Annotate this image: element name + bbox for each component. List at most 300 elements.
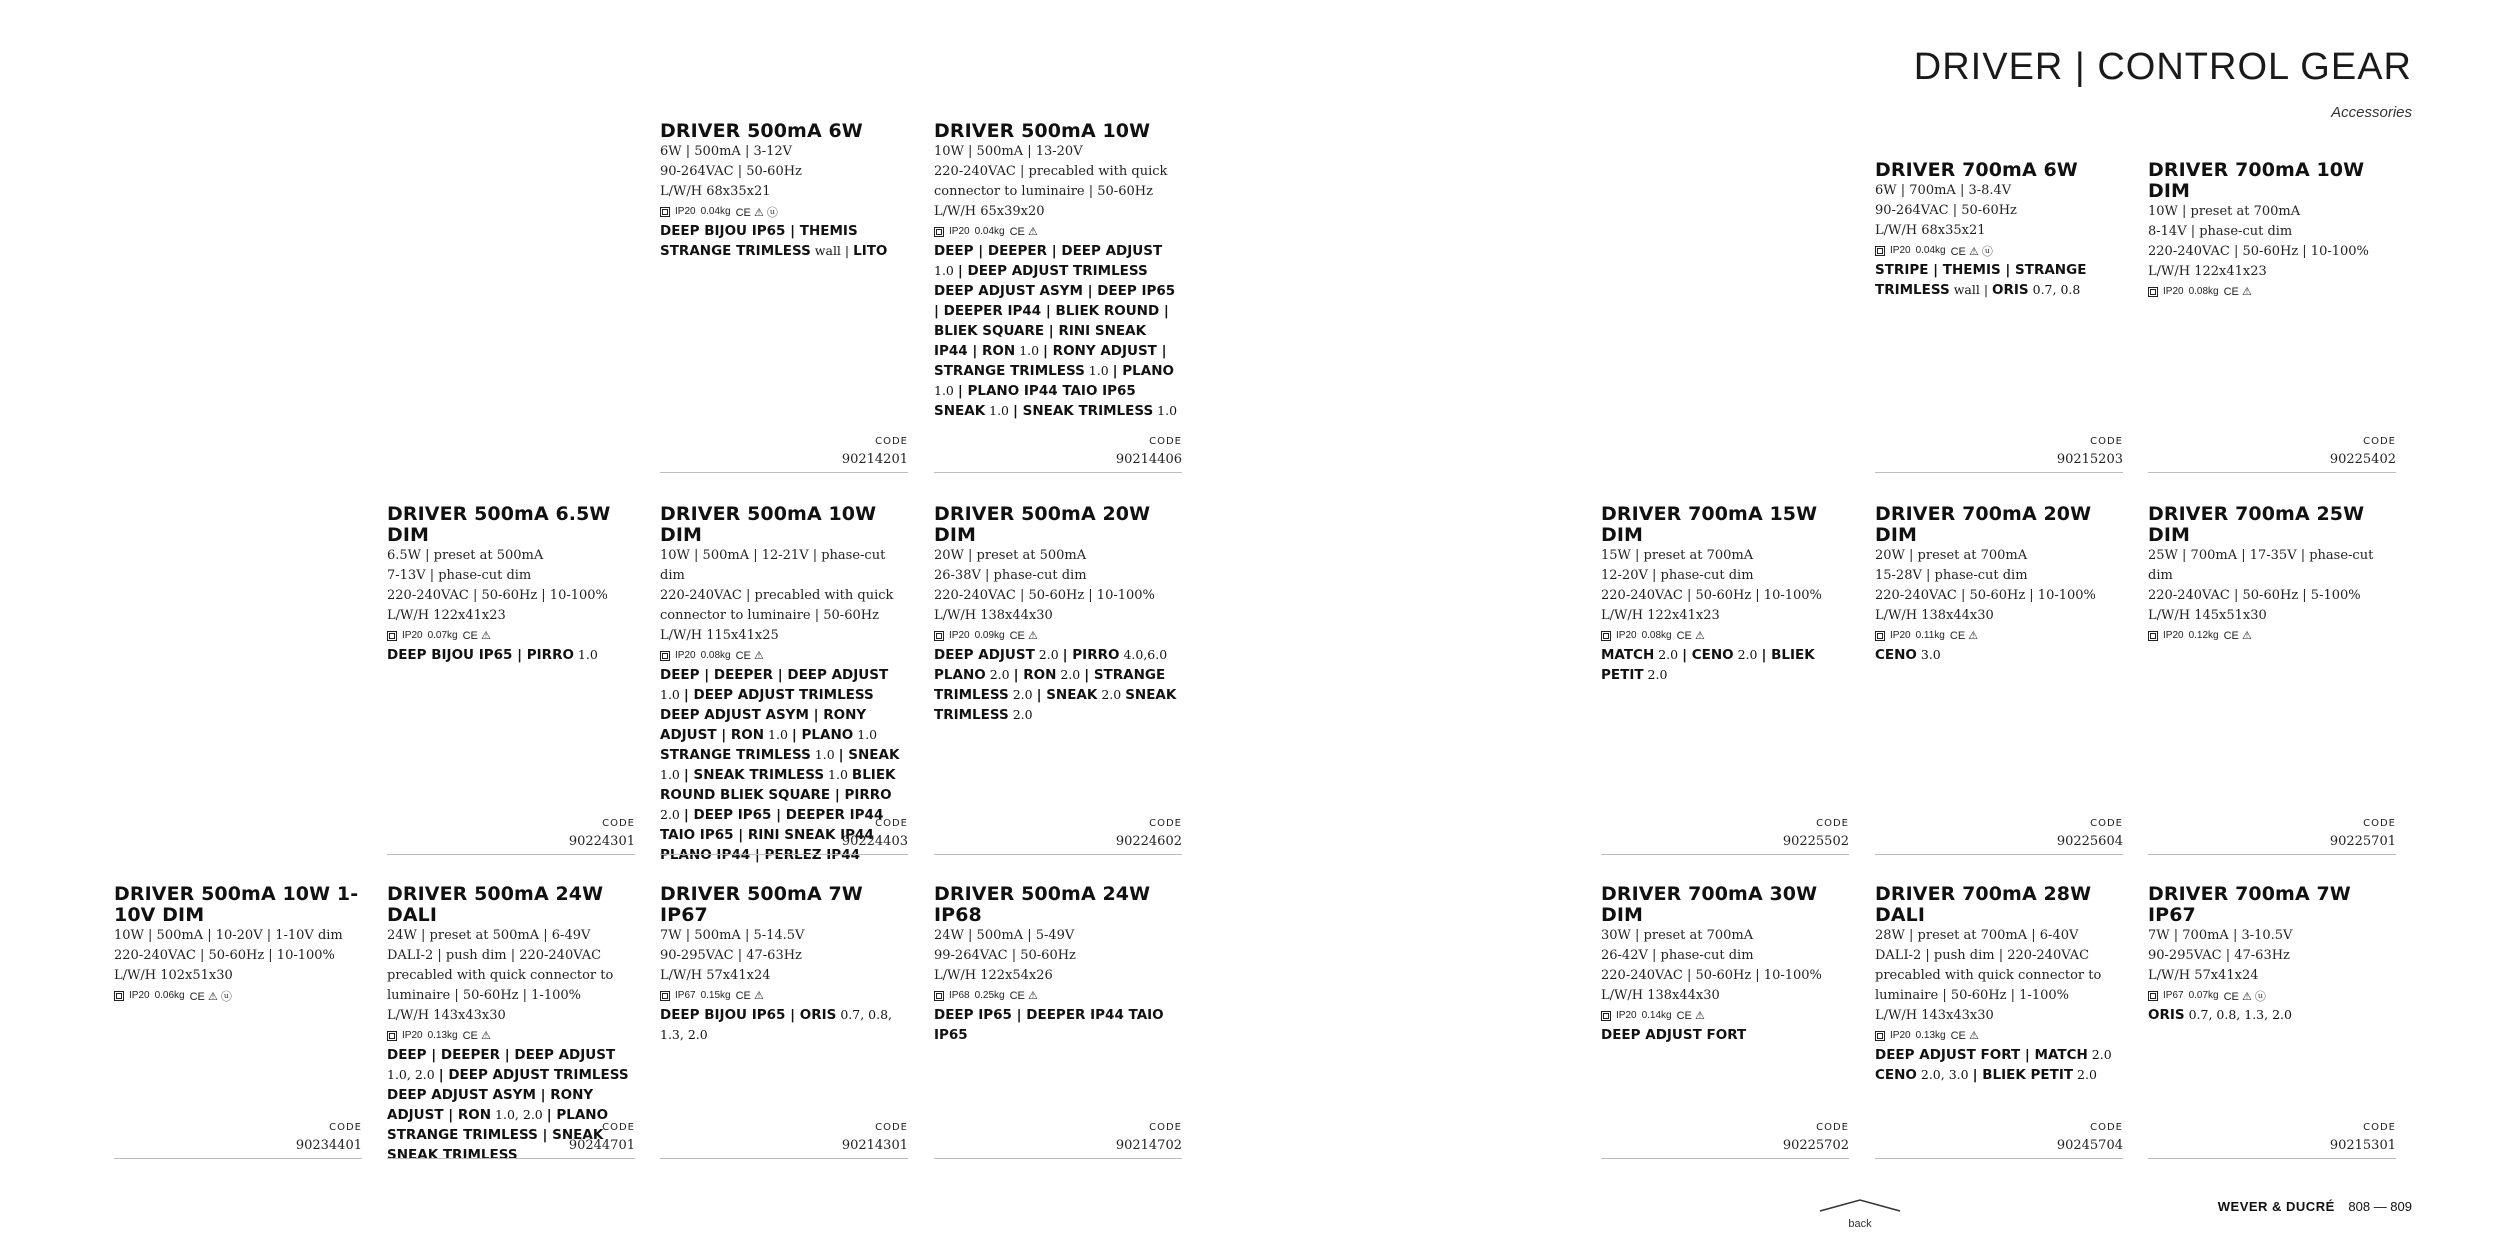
luminaire-version: 2.0 [2087,1047,2112,1062]
product-title: DRIVER 700mA 7W IP67 [2148,883,2351,926]
cert-ip: IP20 [949,630,970,641]
luminaire-version: 2.0, 3.0 [1916,1067,1973,1082]
luminaire-name: DEEP ADJUST [934,647,1035,663]
product-code [1601,816,1849,855]
compatible-luminaires [934,241,1182,421]
cert-ip: IP20 [675,206,696,217]
code-value: 90244701 [568,1138,635,1153]
spec-line: L/W/H 57x41x24 [660,968,771,983]
luminaire-version: 0.7, 0.8 [2028,282,2081,297]
luminaire-name: | DEEP ADJUST TRIMLESS DEEP ADJUST ASYM | RONY ADJUST | RON [387,1067,629,1123]
product-card [1601,504,1849,685]
spec-line: DALI-2 | push dim | 220-240VAC precabled with quick connector to luminaire | 50-60Hz | 1-100% [1875,948,2102,1003]
cert-weight: 0.08kg [2188,286,2219,297]
code-label: CODE [2363,818,2396,829]
brand-name: WEVER & DUCRÉ [2217,1199,2335,1214]
luminaire-version: 2.0 [1654,647,1683,662]
product-code [660,816,908,855]
luminaire-name: DEEP BIJOU IP65 | THEMIS STRANGE TRIMLESS [660,223,858,259]
luminaire-name: | DEEP ADJUST TRIMLESS DEEP ADJUST ASYM | RONY ADJUST | RON [660,687,874,743]
spec-line: 90-295VAC | 47-63Hz [660,948,802,963]
luminaire-version: 3.0 [1916,647,1941,662]
product-title: DRIVER 700mA 25W DIM [2148,503,2365,546]
back-button[interactable] [1818,1198,1902,1228]
product-card [1875,160,2123,300]
spec-line: 220-240VAC | 50-60Hz | 10-100% [1601,588,1822,603]
certification-marks: CE ⚠ [735,990,764,1002]
luminaire-version: 1.0 [934,263,958,278]
spec-line: 26-38V | phase-cut dim [934,568,1087,583]
compatible-luminaires [934,1005,1182,1045]
product-card [1601,884,1849,1045]
code-label: CODE [2090,436,2123,447]
code-label: CODE [2090,1122,2123,1133]
spec-line: 10W | preset at 700mA [2148,204,2301,219]
product-title: DRIVER 500mA 10W 1-10V DIM [114,883,359,926]
code-value: 90234401 [295,1138,362,1153]
class-ii-icon [387,1031,397,1041]
product-card [2148,884,2396,1025]
luminaire-name: PLANO [934,667,986,683]
certification-row [934,626,1182,645]
luminaire-name: DEEP ADJUST FORT | MATCH [1875,1047,2088,1063]
luminaire-version: 1.0 [934,383,958,398]
spec-line: L/W/H 143x43x30 [387,1008,506,1023]
cert-weight: 0.15kg [700,990,731,1001]
certification-row [2148,282,2396,301]
luminaire-version: 0.7, 0.8, 1.3, 2.0 [2184,1007,2292,1022]
luminaire-version: 2.0 [660,807,684,822]
certification-marks: CE ⚠ [462,1030,491,1042]
luminaire-name: ORIS [2148,1007,2185,1023]
luminaire-name: | SNEAK TRIMLESS [683,767,825,783]
product-title: DRIVER 700mA 15W DIM [1601,503,1818,546]
code-value: 90214702 [1115,1138,1182,1153]
product-card [1875,884,2123,1085]
certification-marks: CE ⚠ [462,630,491,642]
luminaire-version: 1.0 [1015,343,1044,358]
spec-line: L/W/H 68x35x21 [1875,223,1986,238]
spec-line: 220-240VAC | 50-60Hz | 10-100% [1601,968,1822,983]
spec-line: 220-240VAC | 50-60Hz | 10-100% [1875,588,2096,603]
spec-line: L/W/H 102x51x30 [114,968,233,983]
product-code [387,1120,635,1159]
luminaire-name: | PLANO IP44 TAIO IP65 SNEAK [934,383,1136,419]
product-card [660,121,908,261]
compatible-luminaires [387,645,635,665]
class-ii-icon [387,631,397,641]
certification-row [660,986,908,1005]
product-card [114,884,362,1005]
code-value: 90225604 [2056,834,2123,849]
certification-row [1875,241,2123,260]
luminaire-name: MATCH [1601,647,1655,663]
certification-row [660,646,908,665]
luminaire-name: | SNEAK TRIMLESS [1012,403,1154,419]
compatible-luminaires [2148,1005,2396,1025]
product-card [660,884,908,1045]
product-code [2148,1120,2396,1159]
luminaire-version: 2.0 [1056,667,1085,682]
luminaire-name: CENO [1875,647,1917,663]
certification-marks: CE ⚠ [1950,1030,1979,1042]
cert-ip: IP20 [2163,630,2184,641]
code-label: CODE [875,1122,908,1133]
spec-line: L/W/H 143x43x30 [1875,1008,1994,1023]
spec-line: 6W | 500mA | 3-12V [660,144,793,159]
product-title: DRIVER 700mA 6W [1875,159,2078,181]
luminaire-name: | RON [1013,667,1057,683]
code-label: CODE [875,818,908,829]
spec-line: 220-240VAC | precabled with quick connector to luminaire | 50-60Hz [660,588,894,623]
product-code [660,1120,908,1159]
class-ii-icon [934,991,944,1001]
class-ii-icon [1601,1011,1611,1021]
certification-marks: CE ⚠ ⓤ [1950,245,1993,258]
luminaire-name: ORIS [1992,282,2029,298]
certification-marks: CE ⚠ ⓤ [2223,990,2266,1003]
luminaire-version: 2.0 [1733,647,1762,662]
code-value: 90214406 [1115,452,1182,467]
spec-line: 15W | preset at 700mA [1601,548,1754,563]
page-title: DRIVER | CONTROL GEAR [1913,46,2412,88]
luminaire-name: | DEEP IP65 | DEEPER IP44 TAIO IP65 | RINI SNEAK IP44 PLANO IP44 | PERLEZ IP44 [660,807,884,863]
luminaire-version: 1.0 [810,747,839,762]
product-card [934,884,1182,1045]
spec-line: 10W | 500mA | 13-20V [934,144,1083,159]
product-title: DRIVER 700mA 30W DIM [1601,883,1818,926]
luminaire-name: DEEP | DEEPER | DEEP ADJUST [660,667,889,683]
compatible-luminaires [1601,1025,1849,1045]
certification-row [934,222,1182,241]
chevron-up-icon [1818,1198,1902,1212]
spec-line: 220-240VAC | precabled with quick connector to luminaire | 50-60Hz [934,164,1168,199]
product-card [387,504,635,665]
luminaire-version: 2.0 [1008,707,1033,722]
luminaire-name: | PIRRO [1062,647,1120,663]
spec-line: 90-264VAC | 50-60Hz [660,164,802,179]
spec-line: L/W/H 115x41x25 [660,628,779,643]
certification-row [1601,626,1849,645]
luminaire-name: | STRANGE TRIMLESS [934,667,1166,703]
cert-weight: 0.12kg [2188,630,2219,641]
product-code [934,434,1182,473]
product-card [2148,160,2396,301]
luminaire-name: DEEP ADJUST FORT [1601,1027,1747,1043]
luminaire-name: SNEAK TRIMLESS [934,687,1177,723]
luminaire-version: 1.0 [573,647,598,662]
luminaire-name: DEEP IP65 | DEEPER IP44 TAIO IP65 [934,1007,1164,1043]
luminaire-name: | PLANO STRANGE TRIMLESS | SNEAK SNEAK TRIMLESS [387,1107,609,1163]
back-label: back [1848,1218,1872,1230]
code-label: CODE [602,818,635,829]
cert-ip: IP20 [1616,1010,1637,1021]
certification-marks: CE ⚠ [1676,1010,1705,1022]
code-label: CODE [1149,818,1182,829]
product-code [934,816,1182,855]
class-ii-icon [1875,631,1885,641]
code-label: CODE [602,1122,635,1133]
spec-line: L/W/H 145x51x30 [2148,608,2267,623]
certification-marks: CE ⚠ [1009,226,1038,238]
luminaire-version: 1.0 [853,727,878,742]
product-card [1875,504,2123,665]
cert-weight: 0.08kg [1641,630,1672,641]
luminaire-name: | PLANO [791,727,854,743]
spec-line: L/W/H 138x44x30 [934,608,1053,623]
luminaire-version: 2.0 [985,667,1014,682]
spec-line: 26-42V | phase-cut dim [1601,948,1754,963]
code-label: CODE [875,436,908,447]
page-subtitle: Accessories [2331,104,2412,121]
spec-line: 6.5W | preset at 500mA [387,548,544,563]
spec-line: L/W/H 122x54x26 [934,968,1053,983]
compatible-luminaires [1875,1045,2123,1085]
product-title: DRIVER 500mA 6.5W DIM [387,503,611,546]
cert-ip: IP20 [1616,630,1637,641]
cert-ip: IP68 [949,990,970,1001]
luminaire-name: LITO [853,243,888,259]
cert-ip: IP20 [402,630,423,641]
luminaire-version: 1.0, 2.0 [387,1067,439,1082]
luminaire-version: 2.0 [1034,647,1063,662]
cert-weight: 0.13kg [427,1030,458,1041]
cert-ip: IP20 [1890,1030,1911,1041]
spec-line: 220-240VAC | 50-60Hz | 10-100% [114,948,335,963]
certification-row [2148,986,2396,1005]
luminaire-version: wall | [810,243,854,258]
product-code [114,1120,362,1159]
spec-line: L/W/H 138x44x30 [1601,988,1720,1003]
cert-ip: IP20 [129,990,150,1001]
luminaire-version: 2.0 [1008,687,1037,702]
certification-marks: CE ⚠ [1676,630,1705,642]
compatible-luminaires [1875,260,2123,300]
spec-line: L/W/H 122x41x23 [2148,264,2267,279]
spec-line: 90-295VAC | 47-63Hz [2148,948,2290,963]
luminaire-version: 1.0 [764,727,792,742]
luminaire-name: CENO [1875,1067,1917,1083]
code-value: 90215203 [2056,452,2123,467]
compatible-luminaires [1875,645,2123,665]
certification-row [387,626,635,645]
product-code [1875,1120,2123,1159]
luminaire-name: DEEP | DEEPER | DEEP ADJUST [934,243,1163,259]
cert-weight: 0.13kg [1915,1030,1946,1041]
cert-weight: 0.08kg [700,650,731,661]
luminaire-version: 1.0 [660,767,684,782]
cert-weight: 0.04kg [700,206,731,217]
class-ii-icon [2148,991,2158,1001]
code-value: 90225402 [2329,452,2396,467]
spec-line: L/W/H 138x44x30 [1875,608,1994,623]
spec-line: 220-240VAC | 50-60Hz | 10-100% [387,588,608,603]
luminaire-version: 2.0 [2073,1067,2097,1082]
product-title: DRIVER 500mA 10W [934,120,1151,142]
luminaire-version: 4.0,6.0 [1119,647,1168,662]
certification-row [387,1026,635,1045]
luminaire-version: 1.0, 2.0 [491,1107,547,1122]
certification-marks: CE ⚠ ⓤ [735,206,778,219]
product-card [934,121,1182,421]
cert-weight: 0.07kg [427,630,458,641]
code-label: CODE [1149,1122,1182,1133]
product-code [660,434,908,473]
class-ii-icon [934,631,944,641]
spec-line: DALI-2 | push dim | 220-240VAC precabled with quick connector to luminaire | 50-60Hz | 1-100% [387,948,614,1003]
luminaire-name: | SNEAK [838,747,900,763]
code-value: 90225702 [1782,1138,1849,1153]
cert-ip: IP20 [2163,286,2184,297]
code-label: CODE [2363,1122,2396,1133]
cert-ip: IP20 [1890,630,1911,641]
spec-line: 25W | 700mA | 17-35V | phase-cut dim [2148,548,2374,583]
code-label: CODE [2363,436,2396,447]
product-title: DRIVER 500mA 6W [660,120,863,142]
spec-line: 220-240VAC | 50-60Hz | 10-100% [934,588,1155,603]
luminaire-version: 1.0 [1153,403,1178,418]
spec-line: 220-240VAC | 50-60Hz | 5-100% [2148,588,2361,603]
spec-line: 24W | preset at 500mA | 6-49V [387,928,591,943]
spec-line: 7W | 500mA | 5-14.5V [660,928,805,943]
spec-line: 7-13V | phase-cut dim [387,568,532,583]
compatible-luminaires [660,1005,908,1045]
product-card [934,504,1182,725]
certification-marks: CE ⚠ [1009,990,1038,1002]
code-value: 90225502 [1782,834,1849,849]
certification-row [1601,1006,1849,1025]
luminaire-version: 2.0 [1643,667,1668,682]
product-code [1601,1120,1849,1159]
product-code [2148,816,2396,855]
product-title: DRIVER 500mA 20W DIM [934,503,1151,546]
code-value: 90225701 [2329,834,2396,849]
certification-row [660,202,908,221]
product-card [2148,504,2396,645]
class-ii-icon [1875,1031,1885,1041]
class-ii-icon [1875,246,1885,256]
luminaire-version: 1.0 [985,403,1013,418]
luminaire-name: | CENO [1682,647,1734,663]
certification-row [934,986,1182,1005]
luminaire-name: | SNEAK [1036,687,1098,703]
spec-line: 24W | 500mA | 5-49V [934,928,1075,943]
product-code [934,1120,1182,1159]
luminaire-name: | PLANO [1112,363,1174,379]
code-value: 90215301 [2329,1138,2396,1153]
spec-line: L/W/H 122x41x23 [387,608,506,623]
product-card [660,504,908,865]
spec-line: 20W | preset at 700mA [1875,548,2028,563]
spec-line: 7W | 700mA | 3-10.5V [2148,928,2293,943]
certification-marks: CE ⚠ [1009,630,1038,642]
cert-weight: 0.04kg [1915,245,1946,256]
luminaire-version: 2.0 [1097,687,1126,702]
spec-line: 15-28V | phase-cut dim [1875,568,2028,583]
cert-ip: IP67 [2163,990,2184,1001]
cert-weight: 0.11kg [1915,630,1945,641]
spec-line: 90-264VAC | 50-60Hz [1875,203,2017,218]
code-label: CODE [1816,818,1849,829]
compatible-luminaires [660,221,908,261]
certification-row [2148,626,2396,645]
code-value: 90224301 [568,834,635,849]
luminaire-name: BLIEK ROUND BLIEK SQUARE | PIRRO [660,767,896,803]
certification-row [1875,626,2123,645]
cert-weight: 0.06kg [154,990,185,1001]
spec-line: 6W | 700mA | 3-8.4V [1875,183,2012,198]
code-label: CODE [1816,1122,1849,1133]
luminaire-name: DEEP BIJOU IP65 | PIRRO [387,647,574,663]
luminaire-name: DEEP | DEEPER | DEEP ADJUST [387,1047,616,1063]
cert-weight: 0.25kg [974,990,1005,1001]
luminaire-name: | RONY ADJUST | STRANGE TRIMLESS [934,343,1167,379]
cert-weight: 0.04kg [974,226,1005,237]
cert-ip: IP20 [949,226,970,237]
code-label: CODE [1149,436,1182,447]
certification-marks: CE ⚠ [735,650,764,662]
class-ii-icon [660,207,670,217]
spec-line: 10W | 500mA | 12-21V | phase-cut dim [660,548,886,583]
code-value: 90224602 [1115,834,1182,849]
class-ii-icon [934,227,944,237]
luminaire-version: 1.0 [1084,363,1113,378]
cert-weight: 0.07kg [2188,990,2219,1001]
cert-ip: IP67 [675,990,696,1001]
spec-line: L/W/H 57x41x24 [2148,968,2259,983]
luminaire-name: | BLIEK PETIT [1601,647,1815,683]
product-title: DRIVER 700mA 10W DIM [2148,159,2365,202]
spec-line: 20W | preset at 500mA [934,548,1087,563]
product-code [1875,816,2123,855]
product-title: DRIVER 500mA 24W IP68 [934,883,1151,926]
code-label: CODE [2090,818,2123,829]
class-ii-icon [2148,631,2158,641]
spec-line: 30W | preset at 700mA [1601,928,1754,943]
certification-marks: CE ⚠ [2223,286,2252,298]
certification-marks: CE ⚠ [1949,630,1979,642]
spec-line: 12-20V | phase-cut dim [1601,568,1754,583]
spec-line: 10W | 500mA | 10-20V | 1-10V dim [114,928,343,943]
luminaire-name: | BLIEK PETIT [1972,1067,2074,1083]
page-numbers: 808 — 809 [2348,1199,2412,1214]
luminaire-name: STRIPE | THEMIS | STRANGE TRIMLESS [1875,262,2087,298]
class-ii-icon [1601,631,1611,641]
cert-ip: IP20 [402,1030,423,1041]
code-value: 90245704 [2056,1138,2123,1153]
product-title: DRIVER 500mA 10W DIM [660,503,877,546]
spec-line: 99-264VAC | 50-60Hz [934,948,1076,963]
class-ii-icon [2148,287,2158,297]
cert-ip: IP20 [1890,245,1911,256]
luminaire-version: 1.0 [660,687,684,702]
product-title: DRIVER 700mA 28W DALI [1875,883,2092,926]
product-code [2148,434,2396,473]
product-code [387,816,635,855]
spec-line: L/W/H 65x39x20 [934,204,1045,219]
cert-weight: 0.09kg [974,630,1005,641]
spec-line: L/W/H 122x41x23 [1601,608,1720,623]
luminaire-name: STRANGE TRIMLESS [660,747,811,763]
cert-ip: IP20 [675,650,696,661]
spec-line: 28W | preset at 700mA | 6-40V [1875,928,2079,943]
certification-row [1875,1026,2123,1045]
luminaire-name: DEEP BIJOU IP65 | ORIS [660,1007,837,1023]
cert-weight: 0.14kg [1641,1010,1672,1021]
page-footer [2218,1199,2412,1214]
luminaire-version: wall | [1949,282,1993,297]
product-title: DRIVER 500mA 24W DALI [387,883,604,926]
